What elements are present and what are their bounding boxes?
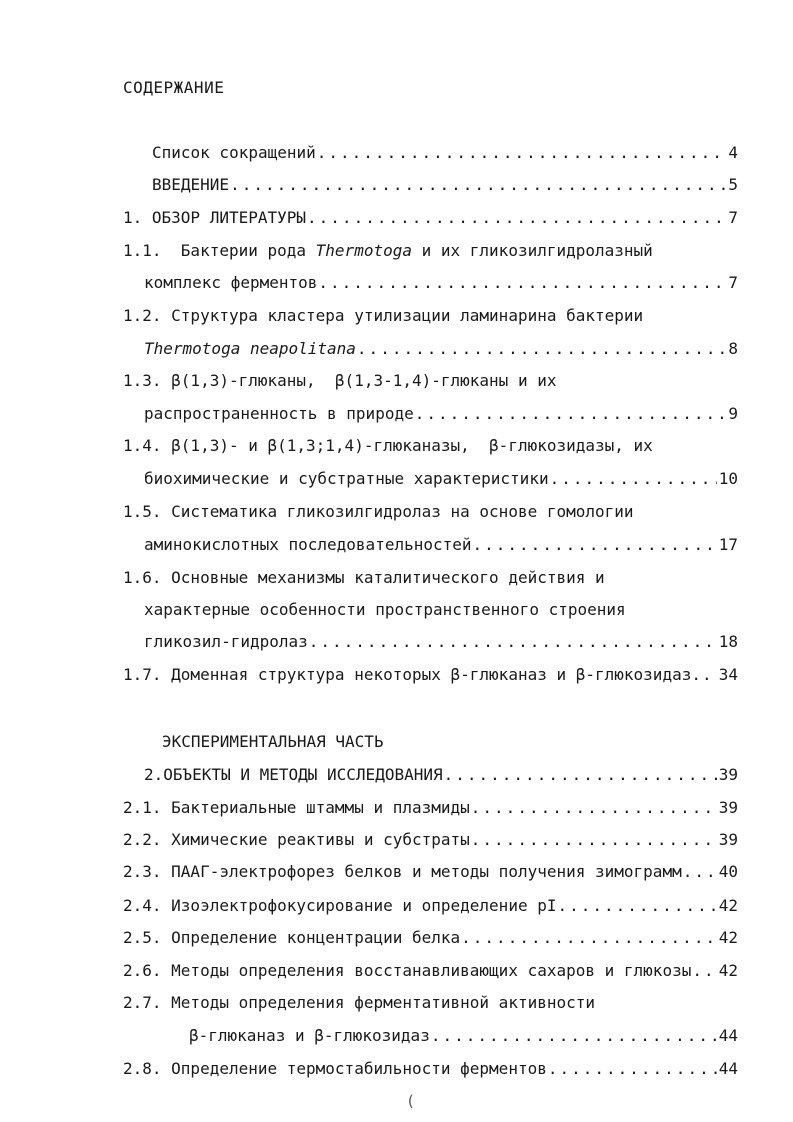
toc-entry-1-6-line1[interactable]: 1.6. Основные механизмы каталитического действия и — [123, 568, 605, 587]
dot-leader — [692, 961, 716, 980]
toc-entry-1-1-line2[interactable] — [144, 273, 738, 295]
toc-entry-1-3-line2[interactable] — [144, 404, 738, 426]
toc-entry-text: 2.8. Определение термостабильности ферментов — [123, 1059, 547, 1078]
species-name: Thermotoga neapolitana — [144, 339, 356, 358]
toc-entry-section-1[interactable] — [123, 208, 738, 230]
dot-leader — [230, 175, 726, 194]
dot-leader — [317, 143, 727, 162]
dot-leader — [702, 665, 717, 684]
toc-entry-2-5[interactable] — [123, 928, 738, 950]
dot-leader — [557, 896, 716, 915]
dot-leader — [471, 798, 717, 817]
toc-page-number: 42 — [718, 961, 738, 980]
toc-page-number: 7 — [728, 273, 738, 292]
toc-page-number: 17 — [718, 535, 738, 554]
toc-entry-1-4-line2[interactable] — [144, 469, 738, 491]
toc-page-number: 44 — [718, 1059, 738, 1078]
toc-entry-text: ВВЕДЕНИЕ — [152, 175, 230, 194]
dot-leader — [683, 862, 717, 881]
toc-entry-text: β-глюканаз и β-глюкозидаз — [189, 1026, 430, 1045]
dot-leader — [473, 535, 717, 554]
dot-leader — [471, 830, 717, 849]
toc-page-number: 42 — [718, 928, 738, 947]
toc-entry-text: 2.1. Бактериальные штаммы и плазмиды — [123, 798, 470, 817]
dot-leader — [318, 273, 726, 292]
toc-entry-text: 1.1. Бактерии рода — [123, 241, 316, 260]
toc-page-number: 42 — [718, 896, 738, 915]
dot-leader — [461, 928, 717, 947]
toc-page-number: 10 — [718, 469, 738, 488]
experimental-part-heading: ЭКСПЕРИМЕНТАЛЬНАЯ ЧАСТЬ — [162, 732, 384, 751]
toc-page-number: 5 — [728, 175, 738, 194]
toc-entry-1-2-line1[interactable]: 1.2. Структура кластера утилизации ламинарина бактерии — [123, 306, 644, 325]
dot-leader — [415, 404, 727, 423]
toc-entry-2-4[interactable] — [123, 896, 738, 918]
toc-entry-text: аминокислотных последовательностей — [144, 535, 472, 554]
toc-entry-text: 2.2. Химические реактивы и субстраты — [123, 830, 470, 849]
toc-entry-1-7[interactable] — [123, 665, 738, 687]
toc-entry-1-2-line2[interactable] — [144, 339, 738, 361]
toc-entry-section-2[interactable] — [144, 765, 738, 787]
toc-entry-text: 2.6. Методы определения восстанавливающих сахаров и глюкозы — [123, 961, 692, 980]
toc-entry-introduction[interactable] — [152, 175, 738, 197]
toc-entry-2-1[interactable] — [123, 798, 738, 820]
toc-entry-1-5-line1[interactable]: 1.5. Систематика гликозилгидролаз на основе гомологии — [123, 502, 634, 521]
toc-entry-2-8[interactable] — [123, 1059, 738, 1081]
toc-entry-text: Список сокращений — [152, 143, 316, 162]
toc-title: СОДЕРЖАНИЕ — [123, 78, 225, 97]
toc-entry-1-4-line1[interactable]: 1.4. β(1,3)- и β(1,3;1,4)-глюканазы, β-глюкозидазы, их — [123, 436, 653, 455]
toc-entry-1-6-line2[interactable]: характерные особенности пространственного строения — [144, 600, 626, 619]
toc-entry-2-7-line1[interactable]: 2.7. Методы определения ферментативной активности — [123, 993, 596, 1012]
toc-entry-2-7-line2[interactable] — [189, 1026, 738, 1048]
toc-entry-2-2[interactable] — [123, 830, 738, 852]
toc-page-number: 39 — [718, 830, 738, 849]
toc-entry-text: распространенность в природе — [144, 404, 414, 423]
toc-entry-text: 2.ОБЪЕКТЫ И МЕТОДЫ ИССЛЕДОВАНИЯ — [144, 765, 443, 784]
toc-entry-text: биохимические и субстратные характеристики — [144, 469, 549, 488]
toc-entry-1-5-line2[interactable] — [144, 535, 738, 557]
dot-leader — [550, 469, 717, 488]
dot-leader — [307, 208, 726, 227]
toc-entry-text: 2.5. Определение концентрации белка — [123, 928, 461, 947]
toc-page-number: 40 — [718, 862, 738, 881]
dot-leader — [548, 1059, 717, 1078]
toc-page-number: 44 — [718, 1026, 738, 1045]
toc-page-number: 7 — [728, 208, 738, 227]
toc-entry-text: и их гликозилгидролазный — [411, 241, 653, 260]
toc-entry-text: 1.7. Доменная структура некоторых β-глюканаз и β-глюкозидаз. — [123, 665, 701, 684]
toc-entry-text: комплекс ферментов — [144, 273, 318, 292]
toc-page-number: 18 — [718, 632, 738, 651]
toc-entry-1-3-line1[interactable]: 1.3. β(1,3)-глюканы, β(1,3-1,4)-глюканы и их — [123, 371, 557, 390]
toc-page-number: 39 — [718, 765, 738, 784]
dot-leader — [444, 765, 717, 784]
toc-entry-text: 2.3. ПААГ-электрофорез белков и методы получения зимограмм — [123, 862, 682, 881]
toc-entry-text: 1. ОБЗОР ЛИТЕРАТУРЫ — [123, 208, 307, 227]
toc-page-number: 39 — [718, 798, 738, 817]
toc-entry-2-6[interactable] — [123, 961, 738, 983]
genus-name: Thermotoga — [315, 241, 412, 260]
toc-page-number: 9 — [728, 404, 738, 423]
footer-mark: ( — [406, 1092, 416, 1110]
dot-leader — [309, 632, 717, 651]
toc-entry-1-6-line3[interactable] — [144, 632, 738, 654]
dot-leader — [431, 1026, 717, 1045]
toc-page-number: 34 — [718, 665, 738, 684]
dot-leader — [357, 339, 726, 358]
toc-entry-2-3[interactable] — [123, 862, 738, 884]
toc-entry-text: 2.4. Изоэлектрофокусирование и определение pI — [123, 896, 557, 915]
toc-entry-abbreviations[interactable] — [152, 143, 738, 165]
toc-page-number: 8 — [728, 339, 738, 358]
toc-entry-text: гликозил-гидролаз — [144, 632, 308, 651]
toc-entry-1-1-line1[interactable] — [123, 241, 653, 260]
toc-page-number: 4 — [728, 143, 738, 162]
